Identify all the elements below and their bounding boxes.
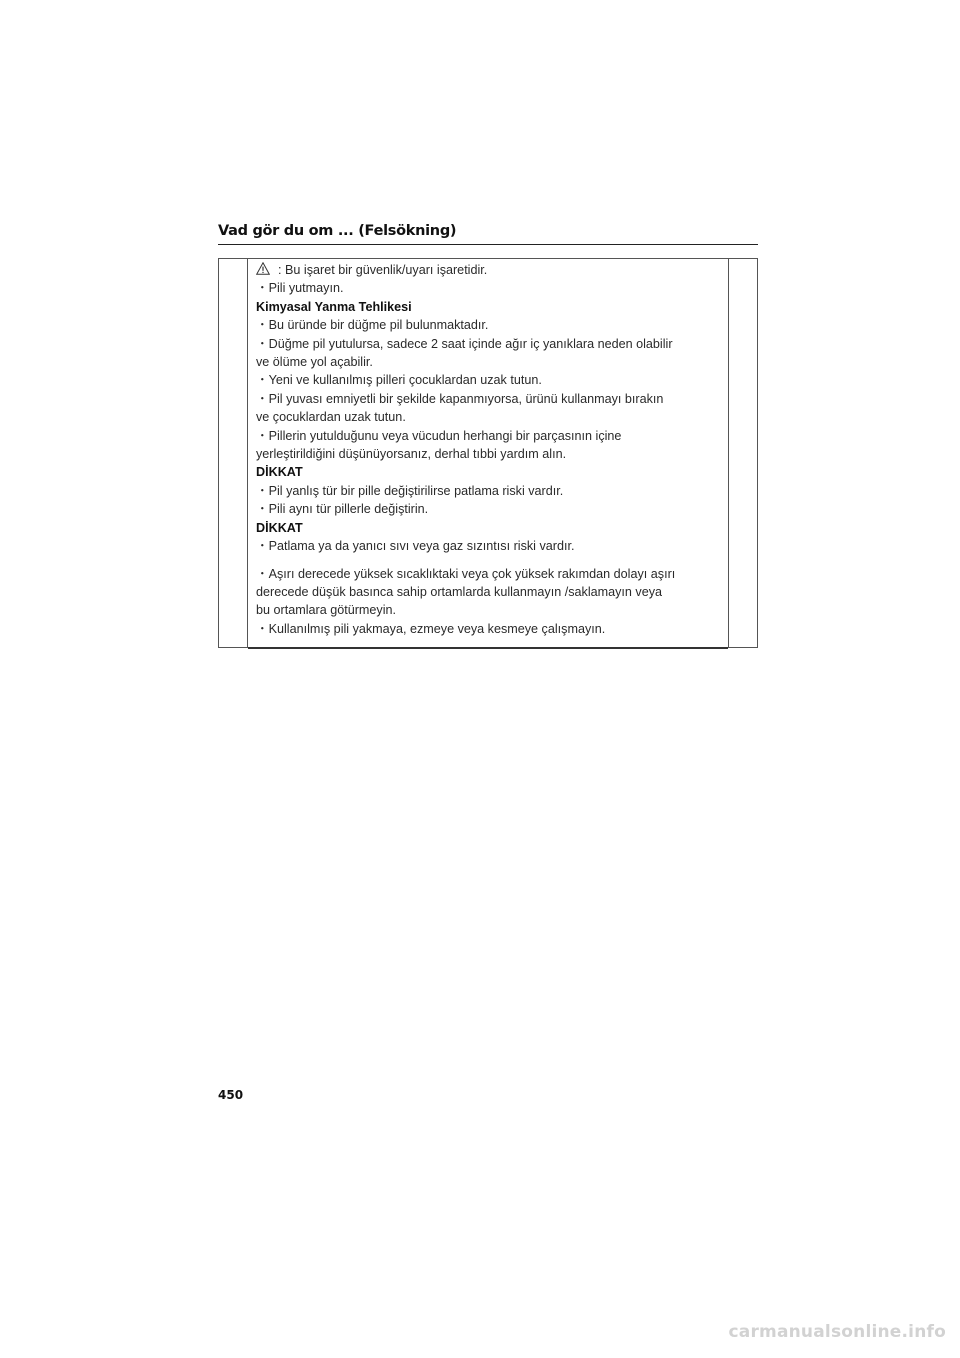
notice-line-text: DİKKAT [256, 520, 303, 535]
notice-line [256, 353, 726, 371]
notice-line-text: DİKKAT [256, 465, 303, 480]
notice-line-text: ・Pillerin yutulduğunu veya vücudun herhangi bir parçasının içine [256, 428, 622, 443]
notice-line [256, 371, 726, 389]
notice-line [256, 408, 726, 426]
notice-heading [256, 463, 726, 481]
section-header [218, 222, 758, 245]
notice-line-text: Kimyasal Yanma Tehlikesi [256, 299, 412, 314]
notice-line-text: bu ortamlara götürmeyin. [256, 603, 396, 618]
notice-line-text: ve çocuklardan uzak tutun. [256, 410, 406, 425]
notice-gap [256, 556, 726, 565]
notice-line [256, 583, 726, 601]
notice-line [256, 335, 726, 353]
notice-line-text: ・Aşırı derecede yüksek sıcaklıktaki veya çok yüksek rakımdan dolayı aşırı [256, 566, 676, 581]
notice-line [256, 565, 726, 583]
notice-line [256, 279, 726, 297]
notice-line-text: ・Kullanılmış pili yakmaya, ezmeye veya kesmeye çalışmayın. [256, 621, 606, 636]
notice-line-text: derecede düşük basınca sahip ortamlarda kullanmayın /saklamayın veya [256, 584, 663, 599]
notice-line [256, 620, 726, 638]
notice-line-text: ・Düğme pil yutulursa, sadece 2 saat içinde ağır iç yanıklara neden olabilir [256, 336, 673, 351]
notice-line-text: ・Pil yuvası emniyetli bir şekilde kapanmıyorsa, ürünü kullanmayı bırakın [256, 391, 664, 406]
notice-line-text: ・Pili yutmayın. [256, 281, 344, 296]
notice-line-text: ・Pil yanlış tür bir pille değiştirilirse patlama riski vardır. [256, 483, 564, 498]
notice-line [256, 482, 726, 500]
notice-text [256, 261, 726, 638]
notice-content-column [247, 258, 729, 648]
notice-box [218, 258, 758, 648]
notice-heading [256, 298, 726, 316]
notice-line [256, 601, 726, 619]
notice-bottom-rule [248, 647, 728, 649]
notice-line-text: : Bu işaret bir güvenlik/uyarı işaretidir. [278, 263, 488, 277]
notice-line-text: ve ölüme yol açabilir. [256, 355, 373, 370]
notice-line-text: ・Pili aynı tür pillerle değiştirin. [256, 502, 429, 517]
section-title: Vad gör du om ... (Felsökning) [218, 223, 457, 239]
notice-line [256, 427, 726, 445]
notice-line [256, 390, 726, 408]
notice-line [256, 500, 726, 518]
notice-line [256, 316, 726, 334]
notice-line-text: yerleştirildiğini düşünüyorsanız, derhal tıbbi yardım alın. [256, 447, 567, 462]
notice-line [256, 445, 726, 463]
notice-heading [256, 519, 726, 537]
warning-triangle-icon [256, 262, 270, 275]
notice-line-text: ・Yeni ve kullanılmış pilleri çocuklardan uzak tutun. [256, 373, 542, 388]
notice-line [256, 261, 726, 279]
page-number: 450 [218, 1088, 244, 1102]
notice-line [256, 537, 726, 555]
watermark: carmanualsonline.info [728, 1322, 946, 1342]
notice-line-text: ・Patlama ya da yanıcı sıvı veya gaz sızıntısı riski vardır. [256, 539, 575, 554]
notice-line-text: ・Bu üründe bir düğme pil bulunmaktadır. [256, 318, 489, 333]
